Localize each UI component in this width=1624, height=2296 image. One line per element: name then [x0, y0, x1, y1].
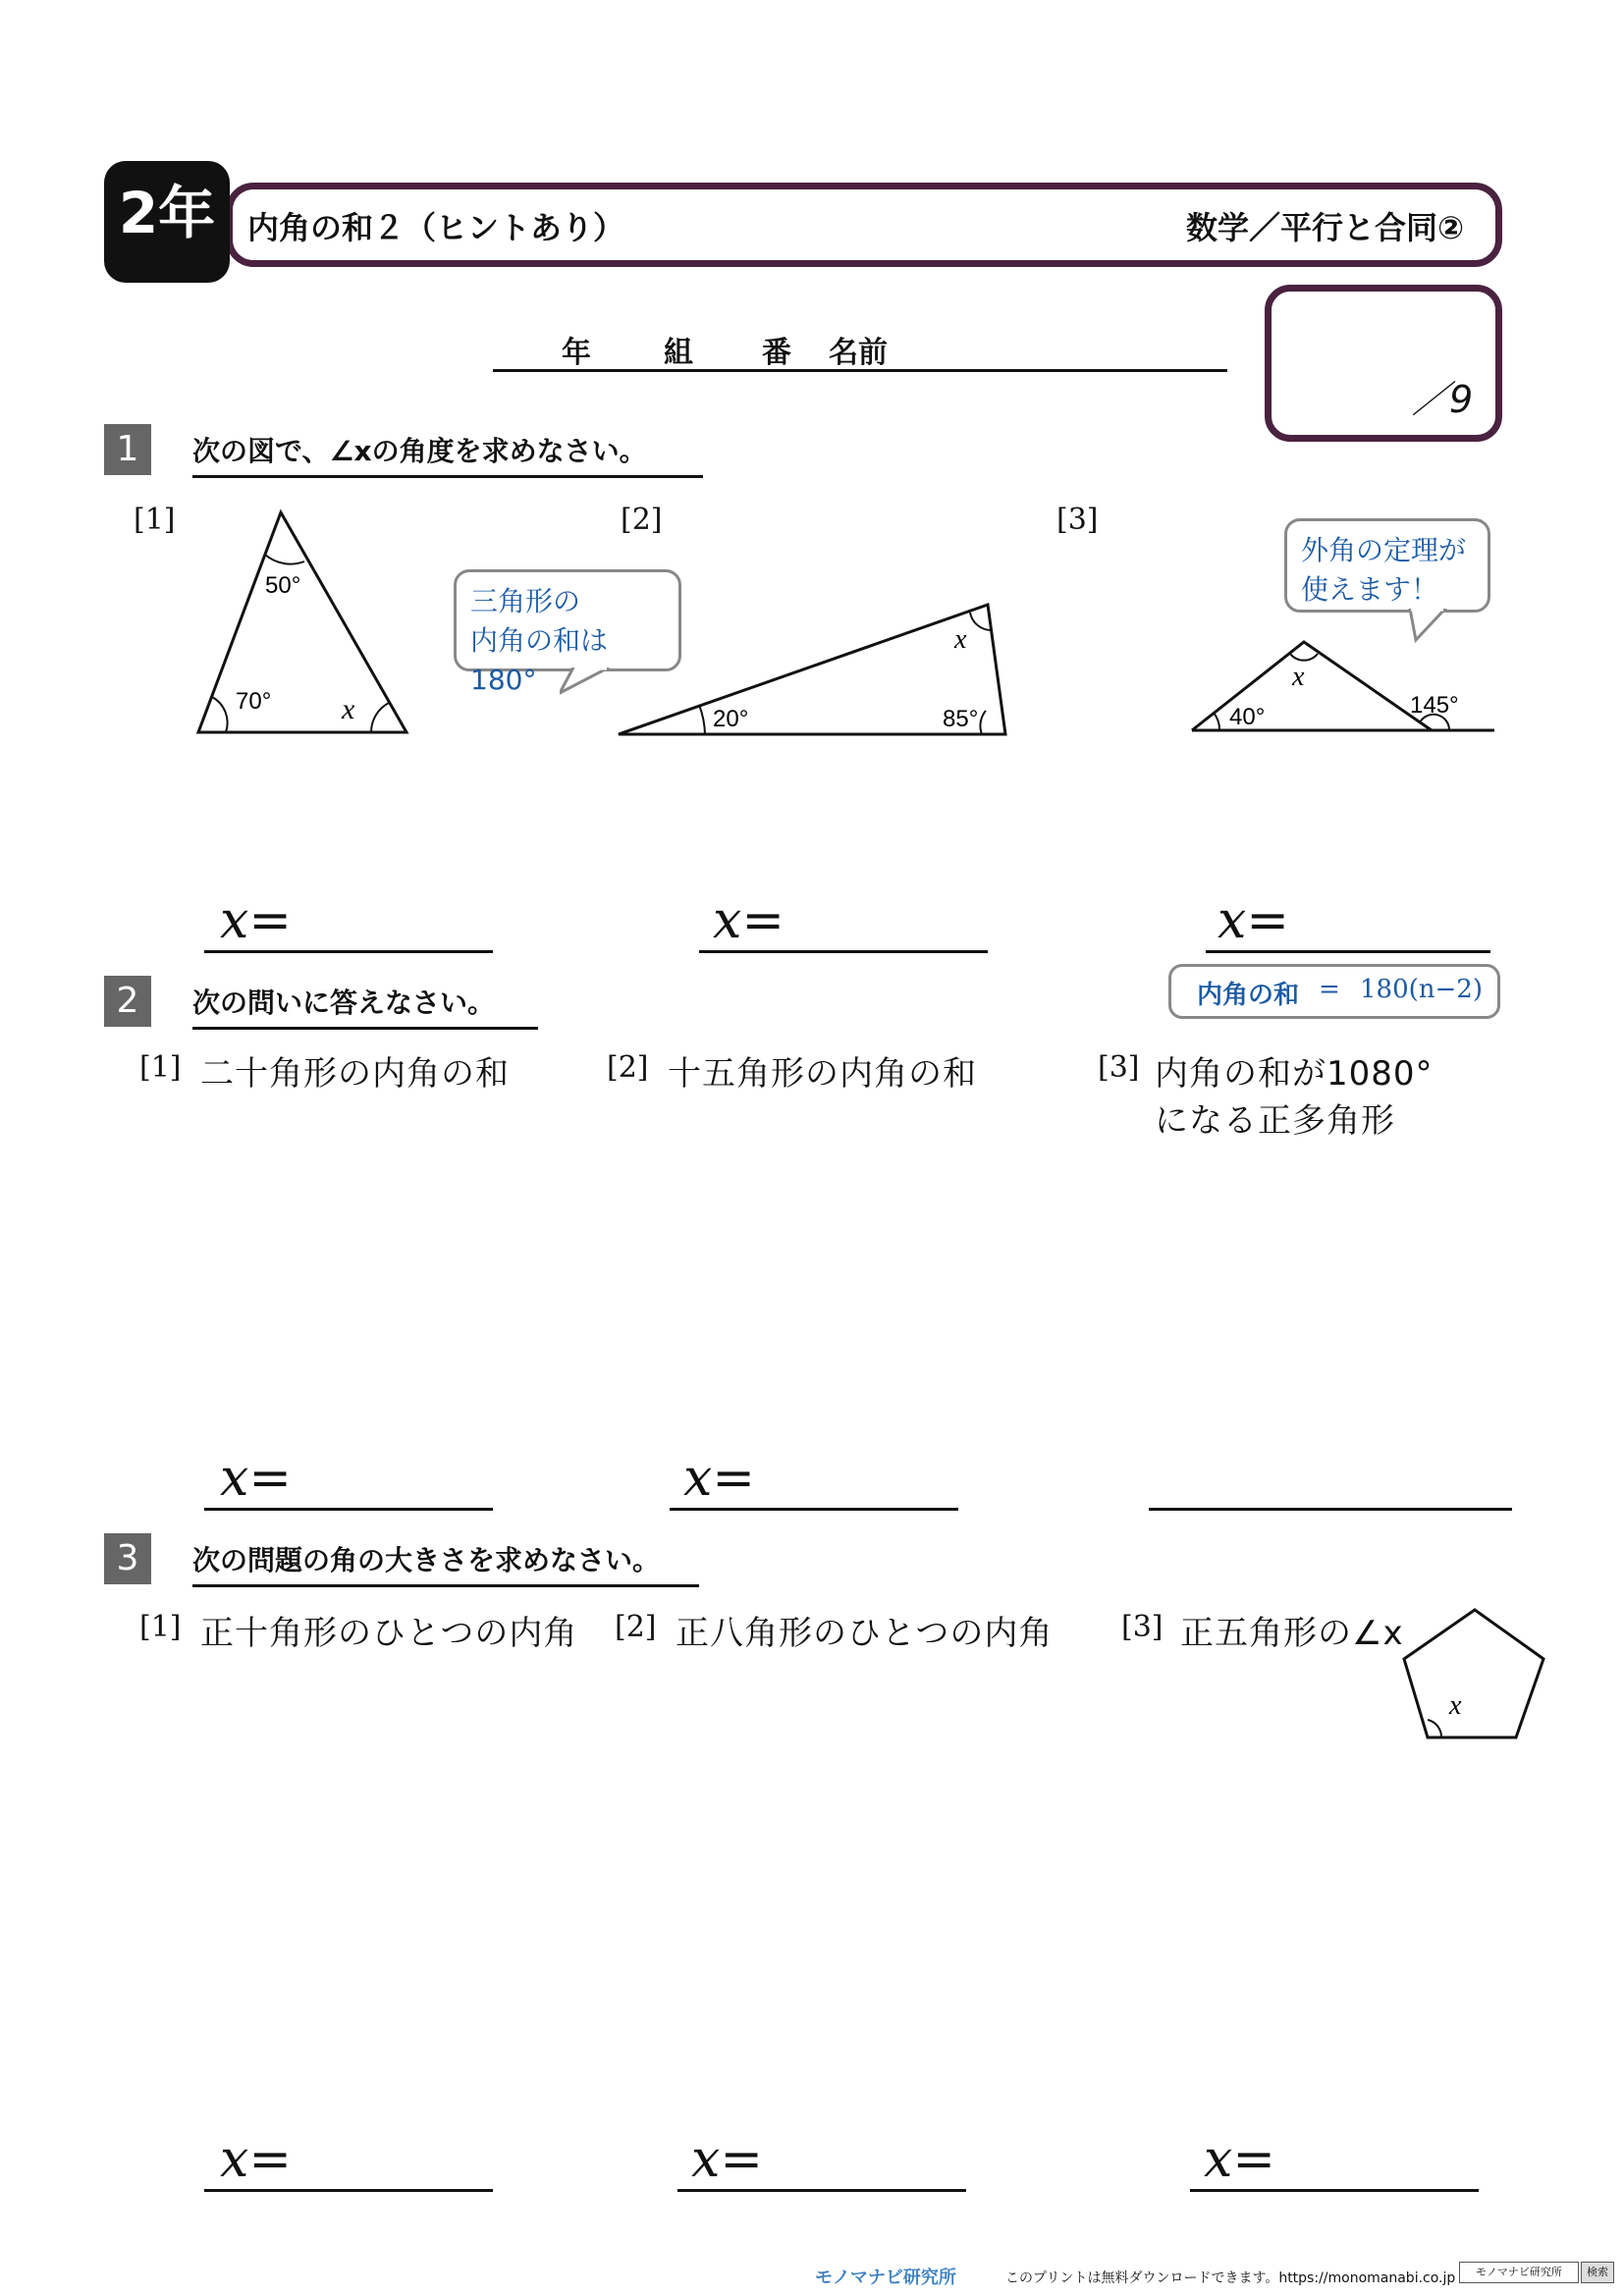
figure-triangle-2 — [609, 589, 1021, 746]
hint-equals: = — [1319, 975, 1340, 1004]
angle-arc-top — [265, 555, 304, 564]
footer-brand: モノマナビ研究所 — [815, 2268, 956, 2288]
figure-pentagon — [1394, 1600, 1551, 1747]
fig2-left-angle: 20° — [713, 706, 749, 732]
s3-answer-x-2: x= — [691, 2130, 763, 2189]
s3-answer-x-3: x= — [1204, 2130, 1275, 2189]
pentagon-shape — [1404, 1610, 1543, 1737]
number-label: 番 — [762, 336, 791, 370]
s1-answer-x-3: x= — [1218, 891, 1289, 950]
s2-answer-x-2: x= — [683, 1449, 755, 1508]
hint-formula-box — [1168, 964, 1500, 1019]
s2-label-3: [3] — [1098, 1050, 1140, 1085]
s2-question-3-line1: 内角の和が1080° — [1155, 1054, 1434, 1094]
s1-answer-x-2: x= — [713, 891, 785, 950]
fig3-x: x — [1292, 662, 1305, 692]
angle-arc-40 — [1214, 713, 1219, 730]
name-label: 名前 — [829, 336, 888, 370]
fig3-left-angle: 40° — [1229, 704, 1266, 730]
subject-label: 数学／平行と合同② — [1186, 209, 1465, 246]
s1-label-2: [2] — [621, 503, 663, 537]
s1-label-1: [1] — [134, 503, 176, 537]
s3-question-2: 正八角形のひとつの内角 — [676, 1614, 1054, 1653]
angle-arc-20 — [699, 705, 705, 734]
fig2-x: x — [954, 624, 967, 655]
callout-exterior-angle — [1284, 518, 1490, 613]
hint-formula: 180(n−2) — [1360, 975, 1483, 1004]
year-label: 年 — [562, 336, 591, 370]
s1-label-3: [3] — [1056, 503, 1099, 537]
worksheet-title: 内角の和２（ヒントあり） — [247, 209, 625, 246]
section3-title: 次の問題の角の大きさを求めなさい。 — [192, 1539, 699, 1587]
angle-arc-x3 — [1290, 654, 1318, 661]
figure-triangle-3 — [1178, 628, 1502, 736]
pentagon-angle-arc — [1428, 1720, 1441, 1737]
section1-number: 1 — [104, 424, 151, 475]
section3-number: 3 — [104, 1533, 151, 1584]
fig2-right-angle: 85° — [943, 706, 979, 732]
triangle-1-shape — [198, 512, 406, 732]
fig1-top-angle: 50° — [265, 572, 301, 599]
fig3-exterior-angle: 145° — [1410, 692, 1459, 719]
triangle-3-shape — [1192, 642, 1432, 730]
footer-text: このプリントは無料ダウンロードできます。https://monomanabi.co.jp — [1005, 2270, 1456, 2286]
s2-label-2: [2] — [607, 1050, 649, 1085]
s1-answer-x-1: x= — [220, 891, 292, 950]
callout2-line2: 使えます！ — [1301, 573, 1439, 606]
s2-answer-x-1: x= — [220, 1449, 292, 1508]
section1-title: 次の図で、∠xの角度を求めなさい。 — [192, 430, 703, 478]
callout2-line1: 外角の定理が — [1301, 534, 1467, 566]
section2-number: 2 — [104, 976, 151, 1027]
grade-label: 2年 — [118, 180, 216, 246]
fig1-x: x — [342, 693, 355, 725]
s2-question-3-line2: になる正多角形 — [1155, 1101, 1395, 1141]
section2-title: 次の問いに答えなさい。 — [192, 982, 538, 1030]
s3-label-2: [2] — [615, 1610, 657, 1644]
pentagon-x: x — [1449, 1690, 1462, 1721]
score-total: ／9 — [1412, 378, 1474, 421]
s3-label-1: [1] — [139, 1610, 182, 1644]
hint-label: 内角の和 — [1197, 981, 1300, 1010]
s2-question-1: 二十角形の内角の和 — [200, 1054, 510, 1094]
callout1-line1: 三角形の — [470, 585, 581, 617]
angle-arc-85 — [980, 711, 986, 734]
angle-arc-left — [212, 697, 228, 732]
s3-question-1: 正十角形のひとつの内角 — [200, 1614, 578, 1653]
s3-answer-x-1: x= — [220, 2130, 292, 2189]
footer-search-button: 検索 — [1581, 2262, 1614, 2283]
angle-arc-right — [371, 703, 389, 732]
figure-triangle-1 — [187, 501, 422, 746]
s3-label-3: [3] — [1121, 1610, 1164, 1644]
class-label: 組 — [664, 336, 693, 370]
s3-question-3: 正五角形の∠x — [1180, 1614, 1404, 1653]
callout1-line2: 内角の和は180° — [470, 624, 609, 696]
fig1-left-angle: 70° — [236, 688, 272, 715]
s2-answer-line-3[interactable] — [1149, 1457, 1512, 1511]
s2-question-2: 十五角形の内角の和 — [668, 1054, 977, 1094]
s2-label-1: [1] — [139, 1050, 182, 1085]
footer-search-box: モノマナビ研究所 — [1459, 2262, 1579, 2283]
